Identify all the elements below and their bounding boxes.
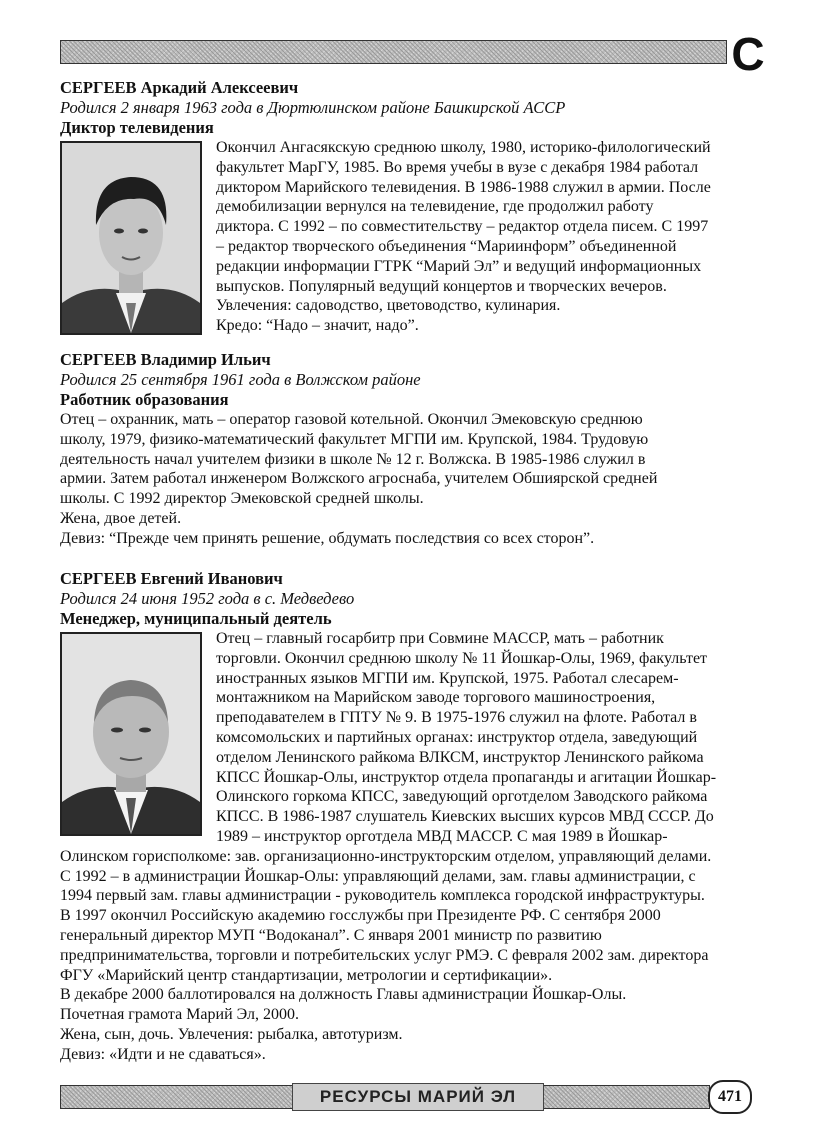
- text-line: Почетная грамота Марий Эл, 2000.: [60, 1006, 299, 1024]
- text-line: В 1997 окончил Российскую академию госслужбы при Президенте РФ. С сентября 2000: [60, 907, 661, 925]
- text-line: деятельность начал учителем физики в школе № 12 г. Волжска. В 1985-1986 служил в: [60, 450, 646, 468]
- section-letter: С: [731, 28, 765, 80]
- entry-birth: Родился 24 июня 1952 года в с. Медведево: [60, 589, 355, 608]
- entry-birth: Родился 25 сентября 1961 года в Волжском районе: [60, 370, 421, 389]
- entry-sergeev-arkady: [60, 78, 770, 339]
- text-line: редакции информации ГТРК “Марий Эл” и ведущий информационных: [216, 257, 702, 275]
- entry-role: Работник образования: [60, 390, 229, 409]
- entry-text: [60, 410, 770, 549]
- text-line: монтажником на Марийском заводе торгового машиностроения,: [216, 689, 656, 707]
- portrait-man-icon: [62, 143, 200, 333]
- entry-birth: Родился 2 января 1963 года в Дюртюлинском районе Башкирской АССР: [60, 98, 566, 117]
- text-line: выпусков. Популярный ведущий концертов и творческих вечеров.: [216, 277, 667, 295]
- text-line: С 1992 – в администрации Йошкар-Олы: управляющий делами, зам. главы администрации, с: [60, 867, 696, 885]
- text-line: диктора. С 1992 – по совместительству – редактор отдела писем. С 1997: [216, 218, 709, 236]
- entry-name: СЕРГЕЕВ Аркадий Алексеевич: [60, 78, 299, 97]
- text-line: преподавателем в ГПТУ № 9. В 1975-1976 служил на флоте. Работал в: [216, 709, 697, 727]
- text-line: школы. С 1992 директор Эмековской средней школы.: [60, 490, 424, 508]
- text-line: комсомольских и партийных органах: инструктор отдела, заведующий: [216, 728, 698, 746]
- footer-title: РЕСУРСЫ МАРИЙ ЭЛ: [292, 1083, 544, 1111]
- text-line: – редактор творческого объединения “Мариинформ” объединенной: [216, 237, 677, 255]
- text-line: Окончил Ангасякскую среднюю школу, 1980, историко-филологический: [216, 139, 711, 156]
- page-number: 471: [708, 1080, 752, 1114]
- text-line: 1994 первый зам. главы администрации - руководитель комплекса городской инфраструктуры.: [60, 887, 705, 905]
- text-line: генеральный директор МУП “Водоканал”. С января 2001 министр по развитию: [60, 926, 602, 944]
- portrait-man-icon: [62, 634, 200, 834]
- text-line: КПСС. В 1986-1987 слушатель Киевских высших курсов МВД СССР. До: [216, 808, 714, 826]
- entry-sergeev-evgeny: [60, 569, 770, 1065]
- text-line: Девиз: “Прежде чем принять решение, обдумать последствия со всех сторон”.: [60, 529, 595, 547]
- text-line: школу, 1979, физико-математический факультет МГПИ им. Крупской, 1984. Трудовую: [60, 430, 649, 448]
- entry-sergeev-vladimir: [60, 350, 770, 549]
- text-line: ФГУ «Марийский центр стандартизации, метрологии и сертификации».: [60, 966, 553, 984]
- entry-role: Менеджер, муниципальный деятель: [60, 609, 332, 628]
- entry-name: СЕРГЕЕВ Евгений Иванович: [60, 569, 283, 588]
- text-line: 1989 – инструктор орготдела МВД МАССР. С мая 1989 в Йошкар-: [216, 827, 668, 845]
- entry-name: СЕРГЕЕВ Владимир Ильич: [60, 350, 271, 369]
- text-line: иностранных языков МГПИ им. Крупской, 1975. Работал слесарем-: [216, 669, 679, 687]
- text-line: демобилизации вернулся на телевидение, где продолжил работу: [216, 198, 654, 216]
- text-line: Жена, сын, дочь. Увлечения: рыбалка, автотуризм.: [60, 1025, 403, 1043]
- text-line: Девиз: «Идти и не сдаваться».: [60, 1045, 266, 1063]
- text-line: Жена, двое детей.: [60, 509, 182, 527]
- text-line: Олинском горисполкоме: зав. организационно-инструкторским отделом, управляющий делами.: [60, 847, 712, 865]
- text-line: Увлечения: садоводство, цветоводство, кулинария.: [216, 297, 561, 315]
- portrait-photo: [60, 141, 202, 335]
- text-line: диктором Марийского телевидения. В 1986-1988 служил в армии. После: [216, 178, 711, 196]
- text-line: торговли. Окончил среднюю школу № 11 Йошкар-Олы, 1969, факультет: [216, 649, 708, 667]
- text-line: Отец – охранник, мать – оператор газовой котельной. Окончил Эмековскую среднюю: [60, 411, 643, 428]
- text-line: отделом Ленинского райкома ВЛКСМ, инструктор Ленинского райкома: [216, 748, 704, 766]
- text-line: Кредо: “Надо – значит, надо”.: [216, 317, 419, 335]
- text-line: В декабре 2000 баллотировался на должность Главы администрации Йошкар-Олы.: [60, 986, 627, 1004]
- entry-role: Диктор телевидения: [60, 118, 214, 137]
- text-line: Олинского горкома КПСС, заведующий орготделом Заводского райкома: [216, 788, 708, 806]
- text-line: факультет МарГУ, 1985. Во время учебы в вузе с декабря 1984 работал: [216, 158, 699, 176]
- text-line: предпринимательства, торговли и потребительских услуг РМЭ. С февраля 2002 зам. директора: [60, 946, 709, 964]
- header-band: [60, 40, 727, 64]
- portrait-photo: [60, 632, 202, 836]
- text-line: Отец – главный госарбитр при Совмине МАССР, мать – работник: [216, 630, 664, 647]
- text-line: КПСС Йошкар-Олы, инструктор отдела пропаганды и агитации Йошкар-: [216, 768, 717, 786]
- text-line: армии. Затем работал инженером Волжского агроснаба, учителем Обшиярской средней: [60, 470, 658, 488]
